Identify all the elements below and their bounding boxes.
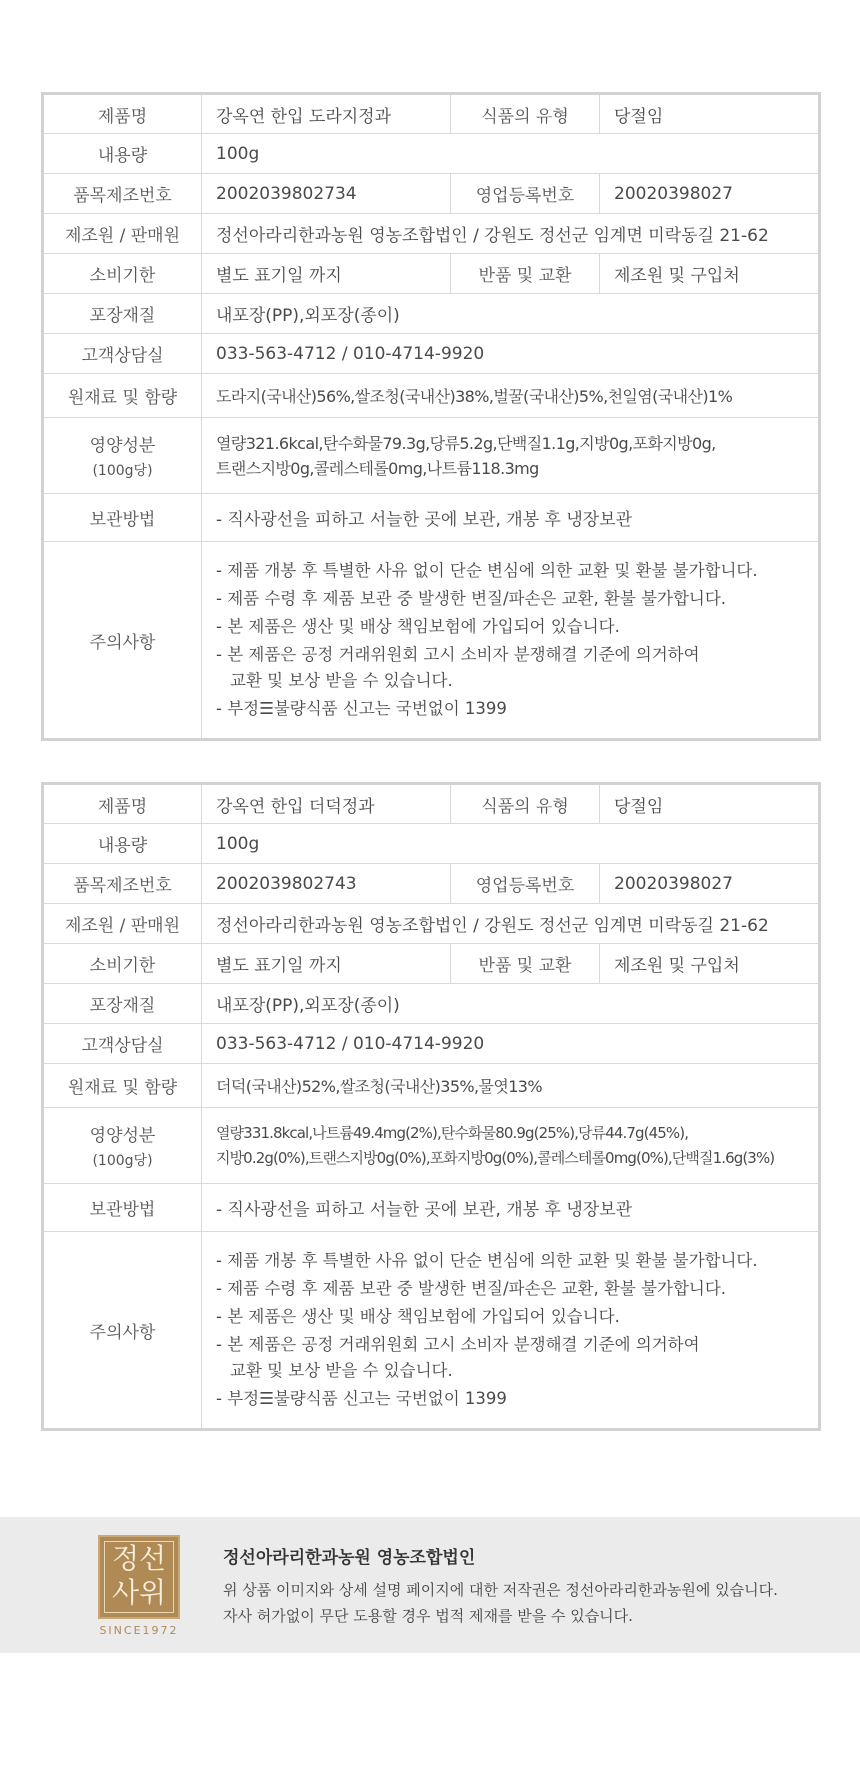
caution-list [216,1248,804,1412]
ingredients-text: 더덕(국내산)52%,쌀조청(국내산)35%,물엿13% [216,1077,542,1096]
label-packaging: 포장재질 [43,294,202,334]
value-expiry: 별도 표기일 까지 [202,254,451,294]
value-item-report-no: 2002039802734 [202,174,451,214]
brand-logo [98,1535,180,1619]
label-caution: 주의사항 [43,1232,202,1430]
nutrition-line-2: 트랜스지방0g,콜레스테롤0mg,나트륨118.3mg [216,458,539,478]
value-packaging: 내포장(PP),외포장(종이) [202,294,820,334]
label-product-name: 제품명 [43,784,202,824]
label-returns: 반품 및 교환 [451,254,600,294]
value-customer-service: 033-563-4712 / 010-4714-9920 [202,1024,820,1064]
caution-item [216,642,804,694]
value-expiry: 별도 표기일 까지 [202,944,451,984]
value-caution [202,542,820,740]
label-storage: 보관방법 [43,1184,202,1232]
value-business-reg-no: 20020398027 [600,864,820,904]
value-food-type: 당절임 [600,94,820,134]
value-manufacturer: 정선아라리한과농원 영농조합법인 / 강원도 정선군 임계면 미락동길 21-62 [202,214,820,254]
label-expiry: 소비기한 [43,944,202,984]
label-item-report-no: 품목제조번호 [43,864,202,904]
value-storage: - 직사광선을 피하고 서늘한 곳에 보관, 개봉 후 냉장보관 [202,1184,820,1232]
caution-item: - 제품 수령 후 제품 보관 중 발생한 변질/파손은 교환, 환불 불가합니다. [216,1279,727,1298]
label-business-reg-no: 영업등록번호 [451,174,600,214]
label-ingredients: 원재료 및 함량 [43,1064,202,1108]
label-customer-service: 고객상담실 [43,1024,202,1064]
company-footer [0,1517,860,1653]
brand-logo-since: SINCE1972 [99,1624,179,1637]
caution-item: - 제품 수령 후 제품 보관 중 발생한 변질/파손은 교환, 환불 불가합니다. [216,589,727,608]
copyright-line-1: 위 상품 이미지와 상세 설명 페이지에 대한 저작권은 정선아라리한과농원에 있습니다. [223,1581,778,1599]
company-name: 정선아라리한과농원 영농조합법인 [223,1548,476,1568]
value-packaging: 내포장(PP),외포장(종이) [202,984,820,1024]
label-nutrition-title: 영양성분 [89,1126,156,1146]
label-item-report-no: 품목제조번호 [43,174,202,214]
value-storage: - 직사광선을 피하고 서늘한 곳에 보관, 개봉 후 냉장보관 [202,494,820,542]
caution-item-line: 교환 및 보상 받을 수 있습니다. [230,671,453,690]
brand-logo-mark: 정선 사위 [104,1541,174,1613]
nutrition-line-2: 지방0.2g(0%),트랜스지방0g(0%),포화지방0g(0%),콜레스테롤0mg(0%),단백질1.6g(3%) [216,1148,775,1167]
value-caution [202,1232,820,1430]
product-info-table-doraji [41,92,821,741]
label-nutrition [43,1108,202,1184]
label-food-type: 식품의 유형 [451,94,600,134]
label-returns: 반품 및 교환 [451,944,600,984]
value-business-reg-no: 20020398027 [600,174,820,214]
label-caution: 주의사항 [43,542,202,740]
nutrition-line-1: 열량331.8kcal,나트륨49.4mg(2%),탄수화물80.9g(25%),당류44.7g(45%), [216,1123,689,1142]
label-manufacturer: 제조원 / 판매원 [43,214,202,254]
caution-item: - 본 제품은 생산 및 배상 책임보험에 가입되어 있습니다. [216,617,620,636]
label-manufacturer: 제조원 / 판매원 [43,904,202,944]
value-nutrition [202,418,820,494]
value-food-type: 당절임 [600,784,820,824]
value-customer-service: 033-563-4712 / 010-4714-9920 [202,334,820,374]
caution-item: - 본 제품은 생산 및 배상 책임보험에 가입되어 있습니다. [216,1307,620,1326]
value-volume: 100g [202,134,820,174]
label-product-name: 제품명 [43,94,202,134]
label-nutrition-sub: (100g당) [92,463,153,479]
caution-item [216,1332,804,1384]
label-expiry: 소비기한 [43,254,202,294]
label-nutrition-sub: (100g당) [92,1153,153,1169]
caution-item: - 부정☰불량식품 신고는 국번없이 1399 [216,1389,507,1408]
ingredients-text: 도라지(국내산)56%,쌀조청(국내산)38%,벌꿀(국내산)5%,천일염(국내산)1% [216,387,733,406]
label-packaging: 포장재질 [43,984,202,1024]
nutrition-line-1: 열량321.6kcal,탄수화물79.3g,당류5.2g,단백질1.1g,지방0g,포화지방0g, [216,433,716,453]
value-volume: 100g [202,824,820,864]
value-manufacturer: 정선아라리한과농원 영농조합법인 / 강원도 정선군 임계면 미락동길 21-62 [202,904,820,944]
label-nutrition-title: 영양성분 [89,436,156,456]
label-business-reg-no: 영업등록번호 [451,864,600,904]
label-volume: 내용량 [43,134,202,174]
label-customer-service: 고객상담실 [43,334,202,374]
label-food-type: 식품의 유형 [451,784,600,824]
label-volume: 내용량 [43,824,202,864]
value-returns: 제조원 및 구입처 [600,944,820,984]
caution-list [216,558,804,722]
value-ingredients [202,1064,820,1108]
product-info-table-deodeok [41,782,821,1431]
label-nutrition [43,418,202,494]
caution-item-line: - 본 제품은 공정 거래위원회 고시 소비자 분쟁해결 기준에 의거하여 [216,1335,700,1354]
caution-item: - 제품 개봉 후 특별한 사유 없이 단순 변심에 의한 교환 및 환불 불가합니다. [216,1251,758,1270]
value-product-name: 강옥연 한입 도라지정과 [202,94,451,134]
caution-item: - 부정☰불량식품 신고는 국번없이 1399 [216,699,507,718]
caution-item-line: - 본 제품은 공정 거래위원회 고시 소비자 분쟁해결 기준에 의거하여 [216,645,700,664]
value-nutrition [202,1108,820,1184]
copyright-line-2: 자사 허가없이 무단 도용할 경우 법적 제재를 받을 수 있습니다. [223,1607,633,1625]
value-item-report-no: 2002039802743 [202,864,451,904]
caution-item: - 제품 개봉 후 특별한 사유 없이 단순 변심에 의한 교환 및 환불 불가합니다. [216,561,758,580]
value-product-name: 강옥연 한입 더덕정과 [202,784,451,824]
value-ingredients [202,374,820,418]
label-storage: 보관방법 [43,494,202,542]
label-ingredients: 원재료 및 함량 [43,374,202,418]
caution-item-line: 교환 및 보상 받을 수 있습니다. [230,1361,453,1380]
value-returns: 제조원 및 구입처 [600,254,820,294]
